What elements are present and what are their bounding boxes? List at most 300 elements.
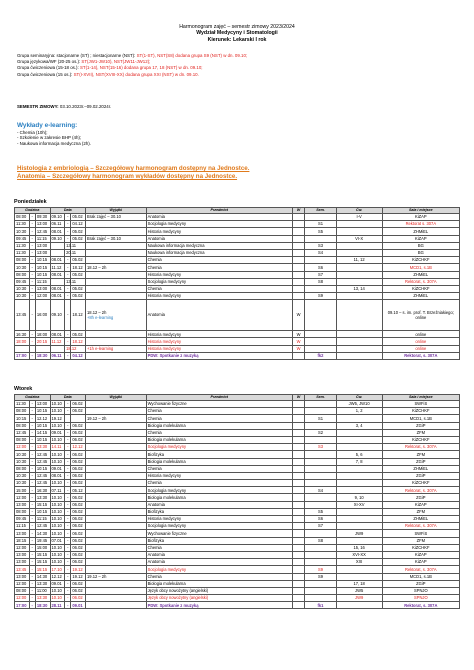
date-mid: -	[65, 257, 71, 264]
table-row	[15, 480, 460, 487]
group-note: ST(1-ST), NST(S8) dodana grupa S9 (NST) w dn. 09.10;	[136, 53, 248, 58]
time-from: 10:30	[15, 228, 30, 235]
table-row	[15, 472, 460, 479]
date-to: 06.02	[71, 408, 86, 415]
lecture-flag: W	[292, 338, 305, 345]
exercise-group	[336, 242, 382, 249]
exercise-group	[336, 465, 382, 472]
time-to: 18:00	[35, 331, 50, 338]
date-mid: -	[65, 587, 71, 594]
date-mid: -	[65, 331, 71, 338]
date-to: 06.02	[71, 508, 86, 515]
time-from: 10:30	[15, 458, 30, 465]
time-to: 13:00	[35, 285, 50, 292]
time-to: 16:30	[35, 487, 50, 494]
room: online	[382, 345, 459, 352]
seminar-group	[305, 451, 336, 458]
exercise-group: JW5	[336, 587, 382, 594]
dash: -	[29, 480, 35, 487]
time-to: 09:30	[35, 214, 50, 221]
subject: Historia medycyny	[146, 228, 292, 235]
time-from: 08:00	[15, 422, 30, 429]
date-mid: -	[65, 465, 71, 472]
exception	[86, 465, 147, 472]
date-to: 06.02	[71, 422, 86, 429]
date-from: 12.12	[50, 573, 65, 580]
time-from: 08:00	[15, 508, 30, 515]
exercise-group	[336, 537, 382, 544]
exercise-group: 9, 10	[336, 494, 382, 501]
subject: Socjologia medycyny	[146, 444, 292, 451]
lecture-flag	[292, 523, 305, 530]
subject: Biofizyka	[146, 508, 292, 515]
elearning-item: - Szkolenie w zakresie BHP (4h);	[17, 135, 82, 141]
date-mid: -	[65, 458, 71, 465]
time-from: 09:45	[15, 516, 30, 523]
subject: Anatomia	[146, 551, 292, 558]
lecture-flag	[292, 595, 305, 602]
time-from: 13:00	[15, 530, 30, 537]
room: SPNJO	[382, 587, 459, 594]
date-from: 10.10	[50, 501, 65, 508]
subject: Biologia molekularna	[146, 494, 292, 501]
table-row	[15, 436, 460, 443]
semester-info	[17, 104, 111, 109]
exception	[86, 537, 147, 544]
elearning-title: Wykłady e-learning:	[17, 122, 78, 129]
room: ZHMiEL	[382, 293, 459, 300]
table-row	[15, 221, 460, 228]
time-from: 12:00	[15, 595, 30, 602]
time-to: 12.12	[35, 415, 50, 422]
time-from: 12:00	[15, 494, 30, 501]
dash: -	[29, 408, 35, 415]
time-to: 13:30	[35, 494, 50, 501]
subject: Chemia	[146, 465, 292, 472]
lecture-flag	[292, 551, 305, 558]
dash: -	[29, 257, 35, 264]
exercise-group	[336, 429, 382, 436]
time-from: 11:30	[15, 249, 30, 256]
subject: Biologia molekularna	[146, 458, 292, 465]
date-to: 05.02	[71, 214, 86, 221]
subject: Anatomia	[146, 559, 292, 566]
subject: Chemia	[146, 544, 292, 551]
time-from: 08:00	[15, 271, 30, 278]
seminar-group: S9	[305, 573, 336, 580]
seminar-group	[305, 501, 336, 508]
date-mid: -	[65, 429, 71, 436]
exercise-group	[336, 602, 382, 609]
time-to: 18:30	[35, 602, 50, 609]
subject: Socjologia medycyny	[146, 278, 292, 285]
semester-dates: 03.10.2023r.–09.02.2024r.	[59, 104, 112, 109]
date-from	[50, 278, 65, 285]
date-to: 06.02	[71, 537, 86, 544]
exception	[86, 444, 147, 451]
time-from: 12:00	[15, 444, 30, 451]
exercise-group: VI-X	[336, 235, 382, 242]
lecture-flag	[292, 465, 305, 472]
date-from: 10.10	[50, 551, 65, 558]
subject: Chemia	[146, 285, 292, 292]
dash: -	[29, 544, 35, 551]
date-from: 10.10	[50, 436, 65, 443]
table-row	[15, 573, 460, 580]
lecture-flag	[292, 458, 305, 465]
time-from: 11:30	[15, 221, 30, 228]
dash: -	[29, 415, 35, 422]
exercise-group	[336, 228, 382, 235]
date-mid: -	[65, 401, 71, 408]
room: Rektorat, s. 307A	[382, 602, 459, 609]
subject: Język obcy nowożytny (angielski)	[146, 595, 292, 602]
exception	[86, 595, 147, 602]
time-to: 14:15	[35, 429, 50, 436]
room: MCD1, s.1B	[382, 264, 459, 271]
elearning-item: - Chemia (10h);	[17, 130, 48, 135]
room: KiZCHKF	[382, 257, 459, 264]
subject: Historia medycyny	[146, 331, 292, 338]
dash: -	[29, 221, 35, 228]
group-label: Grupa seminaryjna: stacjonarne (ST) ; niestacjonarne (NST):	[17, 53, 137, 58]
time-to: 14:30	[35, 573, 50, 580]
exception	[86, 602, 147, 609]
time-to: 15:00	[35, 544, 50, 551]
seminar-group	[305, 580, 336, 587]
exception	[86, 300, 147, 331]
seminar-group	[305, 422, 336, 429]
links-section	[17, 165, 249, 181]
time-to: 15:15	[35, 559, 50, 566]
time-from: 12:45	[15, 429, 30, 436]
dash: -	[29, 494, 35, 501]
subject: Historia medycyny	[146, 516, 292, 523]
date-from	[50, 249, 65, 256]
date-from: 17.10	[50, 566, 65, 573]
table-row	[15, 264, 460, 271]
exception	[86, 501, 147, 508]
time-from: 08:00	[15, 257, 30, 264]
dash: -	[29, 228, 35, 235]
schedule-title: Harmonogram zajęć – semestr zimowy 2023/2024	[179, 24, 295, 30]
date-from: 10.10	[50, 587, 65, 594]
seminar-group	[305, 436, 336, 443]
date-from: 10.10	[50, 458, 65, 465]
date-to: 06.02	[71, 551, 86, 558]
lecture-flag	[292, 401, 305, 408]
exception	[86, 494, 147, 501]
date-mid: -	[65, 595, 71, 602]
table-row	[15, 228, 460, 235]
time-to: 16:00	[35, 300, 50, 331]
time-to: 12:45	[35, 480, 50, 487]
seminar-group: S5	[305, 508, 336, 515]
time-from: 10:30	[15, 285, 30, 292]
program-name: Kierunek: Lekarski I rok	[207, 36, 267, 43]
column-header: Sala i miejsce	[382, 208, 459, 214]
exception: 19.12 – 2h	[86, 415, 147, 422]
dash: -	[29, 537, 35, 544]
table-row	[15, 235, 460, 242]
time-to: 13:30	[35, 580, 50, 587]
exercise-group	[336, 566, 382, 573]
date-from	[50, 242, 65, 249]
date-to: 05.02	[71, 257, 86, 264]
date-from	[50, 345, 65, 352]
time-from: 10:30	[15, 480, 30, 487]
date-mid: -	[65, 300, 71, 331]
histology-link[interactable]: Histologia z embriologią – Szczegółowy harmonogram dostępny na Jednostce.	[17, 165, 250, 172]
exercise-group	[336, 472, 382, 479]
exception	[86, 401, 147, 408]
subject: Socjologia medycyny	[146, 566, 292, 573]
lecture-flag	[292, 422, 305, 429]
column-header: Przedmiot	[146, 208, 292, 214]
time-from: 13:00	[15, 501, 30, 508]
exercise-group: JW9	[336, 595, 382, 602]
group-label: Grupa ćwiczeniowa (15-18 os.):	[17, 65, 80, 71]
time-from: 17:00	[15, 352, 30, 359]
room: ZGiP	[382, 580, 459, 587]
date-mid: -	[65, 602, 71, 609]
exception	[86, 559, 147, 566]
table-row	[15, 559, 460, 566]
date-to: 06.02	[71, 559, 86, 566]
subject: Historia medycyny	[146, 345, 292, 352]
exception	[86, 551, 147, 558]
room: Rektorat s. 307A	[382, 221, 459, 228]
subject: Historia medycyny	[146, 472, 292, 479]
lecture-flag: W	[292, 300, 305, 331]
seminar-group: fk2	[305, 352, 336, 359]
date-mid: -	[65, 494, 71, 501]
date-from: 10.10	[50, 595, 65, 602]
table-row	[15, 300, 460, 331]
date-to: 06.02	[71, 465, 86, 472]
seminar-group	[305, 472, 336, 479]
exception	[86, 242, 147, 249]
exception: 19.12 – 2h	[86, 573, 147, 580]
dash: -	[29, 501, 35, 508]
date-to: 06.02	[71, 472, 86, 479]
time-from: 08:00	[15, 436, 30, 443]
date-to: 06.02	[71, 587, 86, 594]
table-row	[15, 345, 460, 352]
room: online	[382, 338, 459, 345]
date-mid: 13.11	[66, 243, 77, 249]
time-to: 10:15	[35, 508, 50, 515]
exception: 18.12 – 2h	[86, 264, 147, 271]
room: Rektorat, s. 307A	[382, 487, 459, 494]
date-mid: -	[65, 537, 71, 544]
exception	[86, 451, 147, 458]
elearning-section	[17, 122, 91, 146]
group-line	[17, 72, 247, 78]
date-to: 18.12	[71, 338, 86, 345]
room: ZGiP	[382, 472, 459, 479]
column-header: Sala i miejsce	[382, 395, 459, 401]
exception-elearning: +8h e-learning	[87, 315, 114, 321]
exercise-group: XVI-XX	[336, 551, 382, 558]
table-row	[15, 530, 460, 537]
subject: Socjologia medycyny	[146, 487, 292, 494]
dash: -	[29, 293, 35, 300]
room	[382, 300, 459, 331]
exception-line: 18.12 – 2h	[87, 309, 107, 315]
table-row	[15, 458, 460, 465]
date-from: 08.01	[50, 271, 65, 278]
date-from: 10.10	[50, 451, 65, 458]
room: SPNJO	[382, 595, 459, 602]
exception	[86, 472, 147, 479]
date-mid: -	[65, 228, 71, 235]
date-to: 06.02	[71, 501, 86, 508]
date-to: 06.02	[71, 401, 86, 408]
exception	[86, 480, 147, 487]
exercise-group: JW5, JW10	[336, 401, 382, 408]
time-to: 12:00	[35, 293, 50, 300]
table-row	[15, 429, 460, 436]
exception: Brak zajęć – 30.10	[86, 214, 147, 221]
lecture-flag	[292, 501, 305, 508]
date-from: 11.12	[50, 338, 65, 345]
time-from: 13:45	[15, 300, 30, 331]
column-header: Wyjątki	[86, 395, 147, 401]
column-header: Sem.	[305, 208, 336, 214]
room: SWFiS	[382, 401, 459, 408]
lecture-flag	[292, 602, 305, 609]
table-row	[15, 516, 460, 523]
lecture-flag	[292, 408, 305, 415]
time-from: 12:00	[15, 580, 30, 587]
date-mid: -	[65, 530, 71, 537]
seminar-group	[305, 494, 336, 501]
table-row	[15, 285, 460, 292]
date-from: 10.10	[50, 508, 65, 515]
lecture-flag	[292, 559, 305, 566]
date-from: 07.11	[50, 487, 65, 494]
subject: Socjologia medycyny	[146, 523, 292, 530]
time-to: 20:15	[35, 338, 50, 345]
column-header: W	[292, 395, 305, 401]
date-from: 08.01	[50, 285, 65, 292]
date-from: 06.11	[50, 352, 65, 359]
lecture-flag	[292, 544, 305, 551]
time-from: 11:30	[15, 401, 30, 408]
seminar-group: S7	[305, 523, 336, 530]
date-mid: -	[65, 285, 71, 292]
table-row	[15, 214, 460, 221]
exercise-group	[336, 480, 382, 487]
exercise-group	[336, 352, 382, 359]
group-note: ST(1-14), NST(15-16) dodana grupa 17, 18 (NST) w dn. 09.10;	[79, 65, 203, 71]
anatomy-link[interactable]: Anatomia – Szczegółowy harmonogram wykładów dostępny na Jednostce.	[17, 173, 238, 180]
exercise-group: I-V	[336, 214, 382, 221]
time-from	[15, 345, 30, 352]
room: Rektorat, s. 307A	[382, 444, 459, 451]
exercise-group: XI-XV	[336, 501, 382, 508]
column-header: Ćw.	[336, 395, 382, 401]
seminar-group	[305, 235, 336, 242]
dash: -	[29, 551, 35, 558]
time-from: 15:00	[15, 487, 30, 494]
room: ZHMiEL	[382, 228, 459, 235]
date-from: 10.10	[50, 523, 65, 530]
exception	[86, 293, 147, 300]
subject: Historia medycyny	[146, 338, 292, 345]
table-row	[15, 249, 460, 256]
seminar-group: S6	[305, 516, 336, 523]
room: ZGiP	[382, 494, 459, 501]
lecture-flag	[292, 271, 305, 278]
date-from: 10.10	[50, 516, 65, 523]
table-row	[15, 580, 460, 587]
table-row	[15, 408, 460, 415]
date-to: 12.12	[71, 444, 86, 451]
table-row	[15, 338, 460, 345]
dash: -	[29, 559, 35, 566]
exercise-group	[336, 508, 382, 515]
table-row	[15, 415, 460, 422]
lecture-flag	[292, 487, 305, 494]
exercise-group	[336, 573, 382, 580]
date-from: 10.10	[50, 480, 65, 487]
date-mid: -	[65, 559, 71, 566]
table-row	[15, 242, 460, 249]
exception: +1h e-learning	[86, 345, 147, 352]
time-from: 10:30	[15, 451, 30, 458]
dash: -	[29, 285, 35, 292]
exception	[86, 523, 147, 530]
lecture-flag	[292, 566, 305, 573]
exception	[86, 221, 147, 228]
room: SWFiS	[382, 530, 459, 537]
room: Rektorat, s. 307A	[382, 566, 459, 573]
subject: Chemia	[146, 408, 292, 415]
date-mid: 20.11	[66, 250, 77, 256]
dash: -	[29, 458, 35, 465]
time-to: 12:45	[35, 451, 50, 458]
lecture-flag	[292, 480, 305, 487]
table-row	[15, 587, 460, 594]
room-line: 09.10 – s. im. prof. T. Brzeźniakiego;	[387, 309, 454, 315]
lecture-flag	[292, 436, 305, 443]
lecture-flag	[292, 472, 305, 479]
subject: Język obcy nowożytny (angielski)	[146, 587, 292, 594]
time-to: 15:15	[35, 551, 50, 558]
room: KiZAP	[382, 551, 459, 558]
exception	[86, 257, 147, 264]
exercise-group	[336, 249, 382, 256]
date-mid: -	[65, 451, 71, 458]
dash: -	[29, 508, 35, 515]
time-to: 19:45	[35, 537, 50, 544]
room: BG	[382, 249, 459, 256]
date-to: 05.02	[71, 285, 86, 292]
date-from: 08.01	[50, 228, 65, 235]
dash: -	[29, 523, 35, 530]
exercise-group	[336, 415, 382, 422]
date-mid: -	[65, 516, 71, 523]
seminar-group	[305, 530, 336, 537]
date-to: 06.02	[71, 458, 86, 465]
date-from: 19.12	[50, 415, 65, 422]
table-row	[15, 444, 460, 451]
time-to: 15:15	[35, 501, 50, 508]
date-from: 28.11	[50, 602, 65, 609]
lecture-flag	[292, 537, 305, 544]
